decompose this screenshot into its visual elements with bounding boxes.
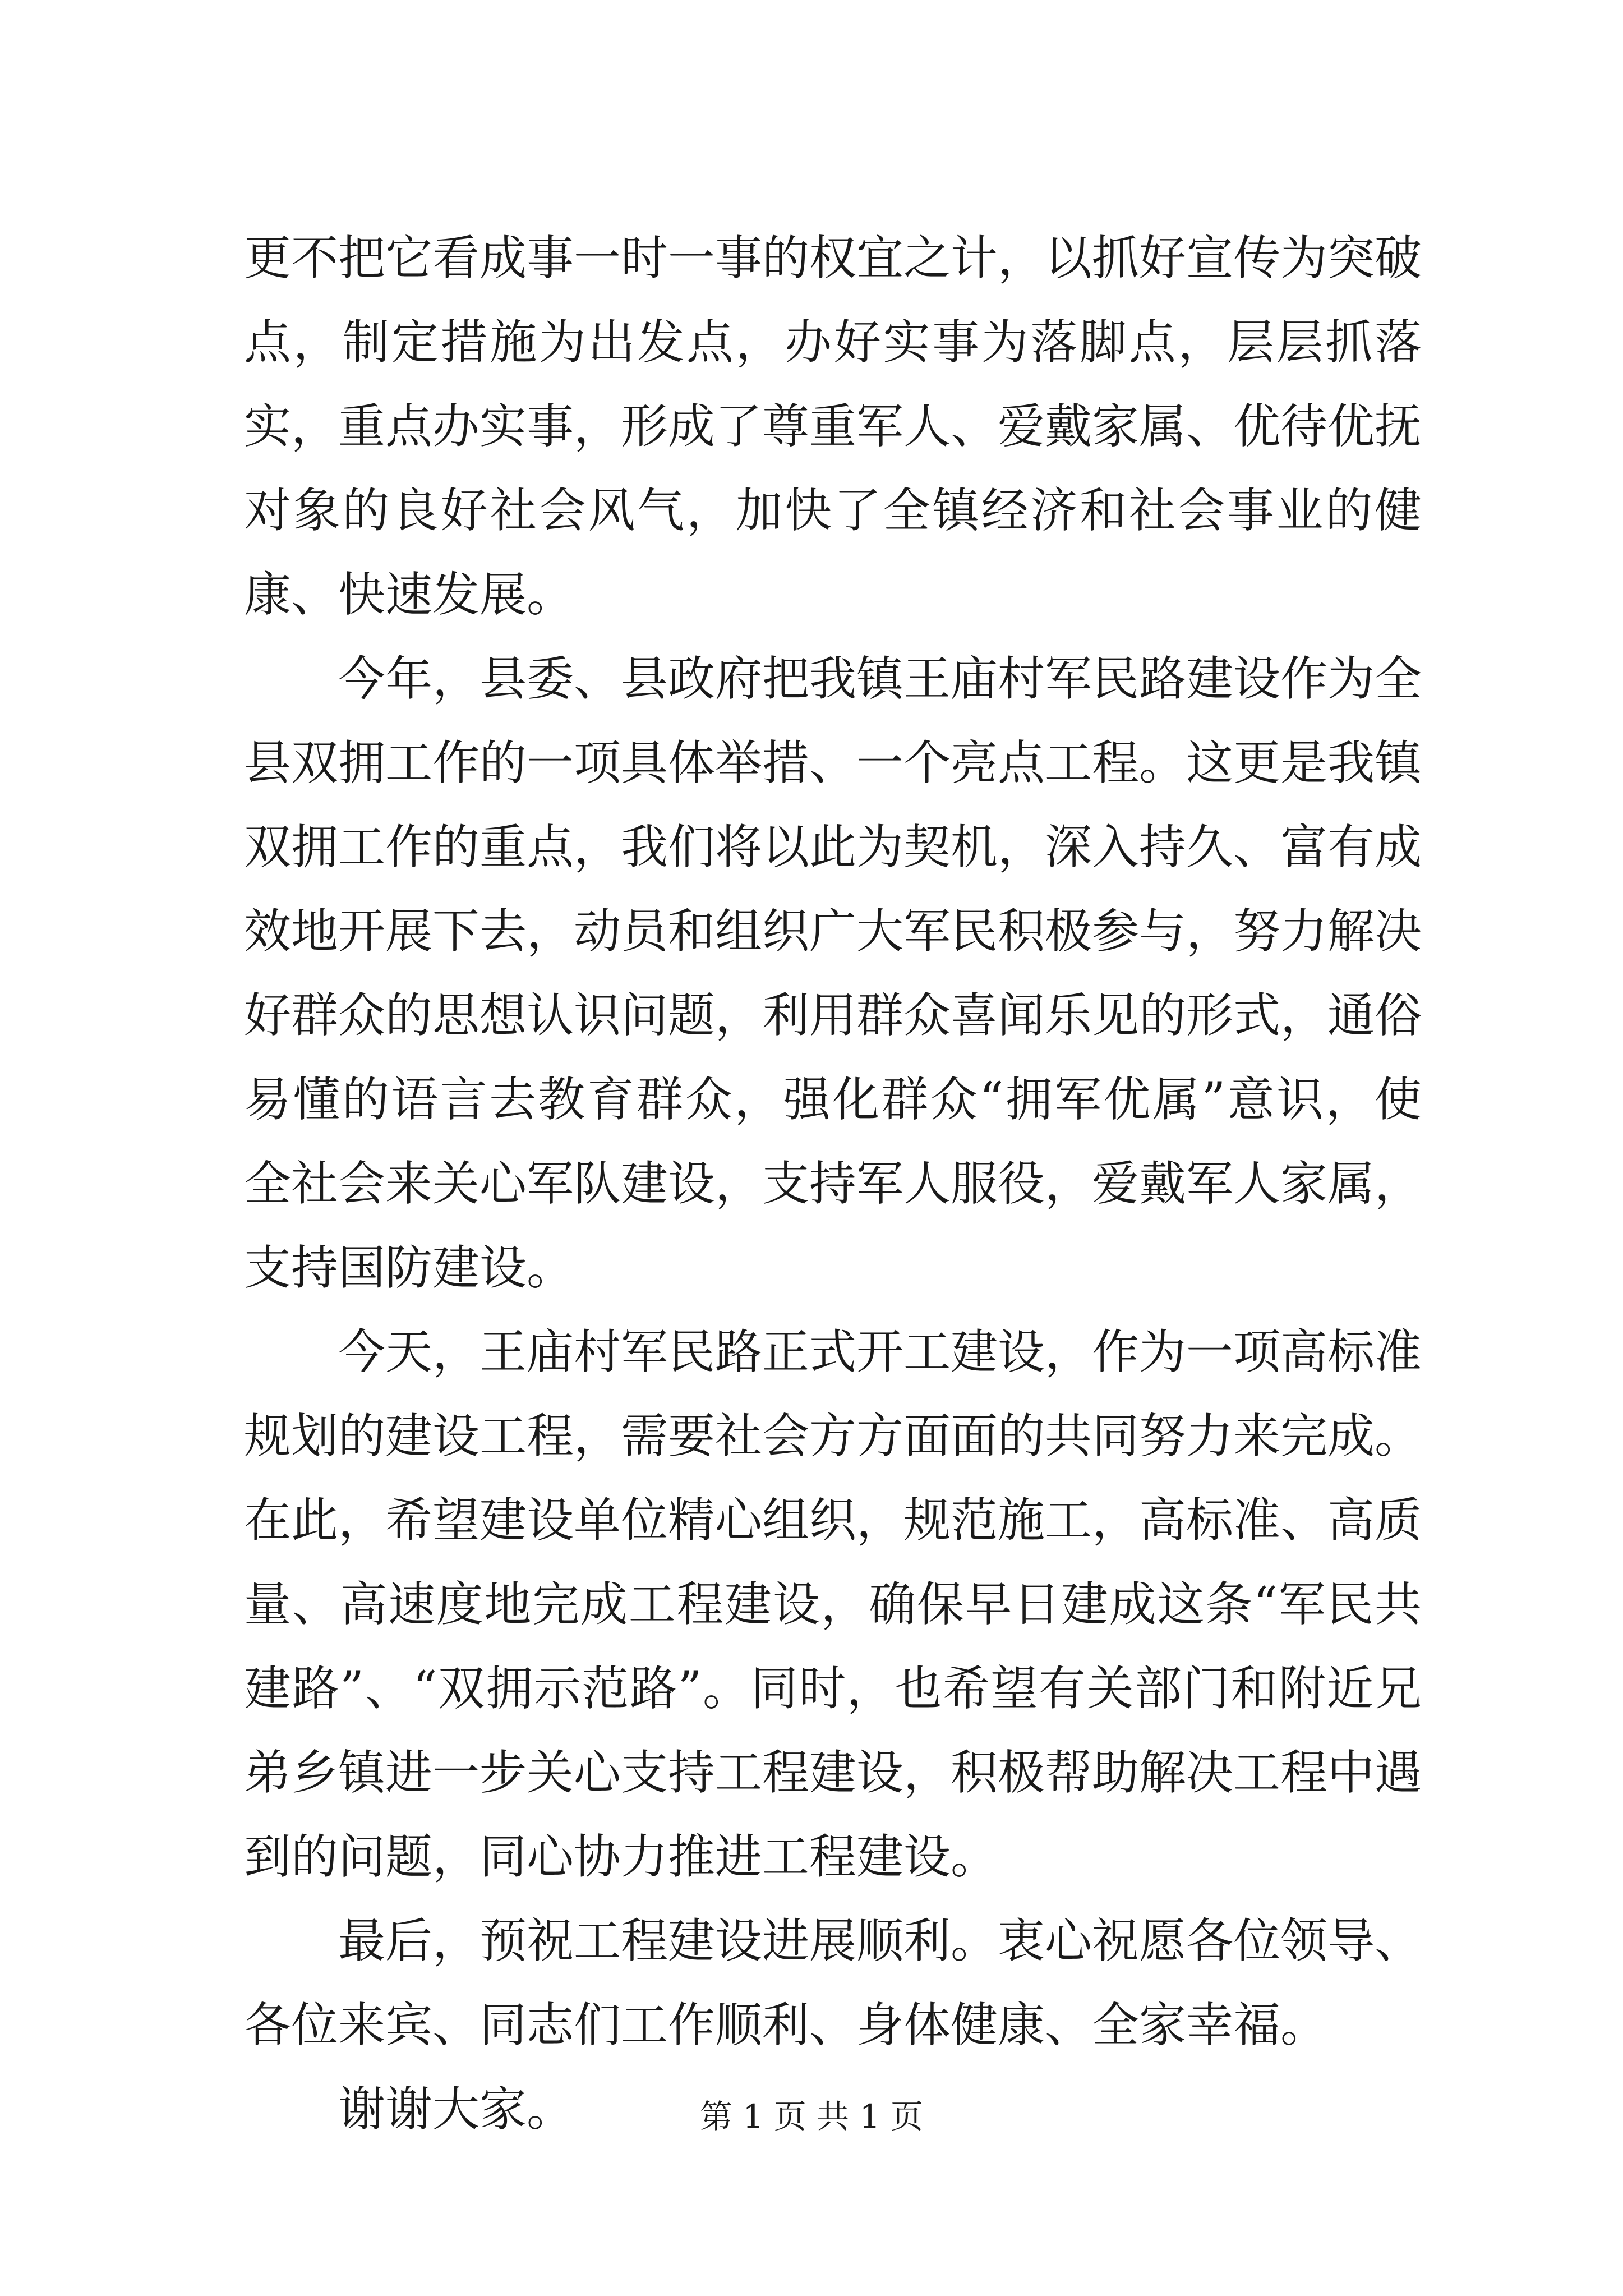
paragraph-4: 最后，预祝工程建设进展顺利。衷心祝愿各位领导、各位来宾、同志们工作顺利、身体健康、全家幸福。 — [244, 1913, 1422, 2053]
paragraph-2: 今年，县委、县政府把我镇王庙村军民路建设作为全县双拥工作的一项具体举措、一个亮点工程。这更是我镇双拥工作的重点，我们将以此为契机，深入持久、富有成效地开展下去，动员和组织广大军民积极参与，努力解决好群众的思想认识问题，利用群众喜闻乐见的形式，通俗易懂的语言去教育群众，强化群众“拥军优属”意识，使全社会来关心军队建设，支持军人服役，爱戴军人家属，支持国防建设。 — [244, 651, 1422, 1295]
document-body — [244, 216, 1422, 2151]
page-footer: 第 1 页 共 1 页 — [700, 2097, 923, 2136]
paragraph-1: 更不把它看成事一时一事的权宜之计，以抓好宣传为突破点，制定措施为出发点，办好实事为落脚点，层层抓落实，重点办实事，形成了尊重军人、爱戴家属、优待优抚对象的良好社会风气，加快了全镇经济和社会事业的健康、快速发展。 — [244, 231, 1422, 622]
paragraph-5: 谢谢大家。 — [338, 2082, 574, 2137]
paragraph-3: 今天，王庙村军民路正式开工建设，作为一项高标准规划的建设工程，需要社会方方面面的共同努力来完成。在此，希望建设单位精心组织，规范施工，高标准、高质量、高速度地完成工程建设，确保早日建成这条“军民共建路”、“双拥示范路”。同时，也希望有关部门和附近兄弟乡镇进一步关心支持工程建设，积极帮助解决工程中遇到的问题，同心协力推进工程建设。 — [244, 1324, 1422, 1884]
